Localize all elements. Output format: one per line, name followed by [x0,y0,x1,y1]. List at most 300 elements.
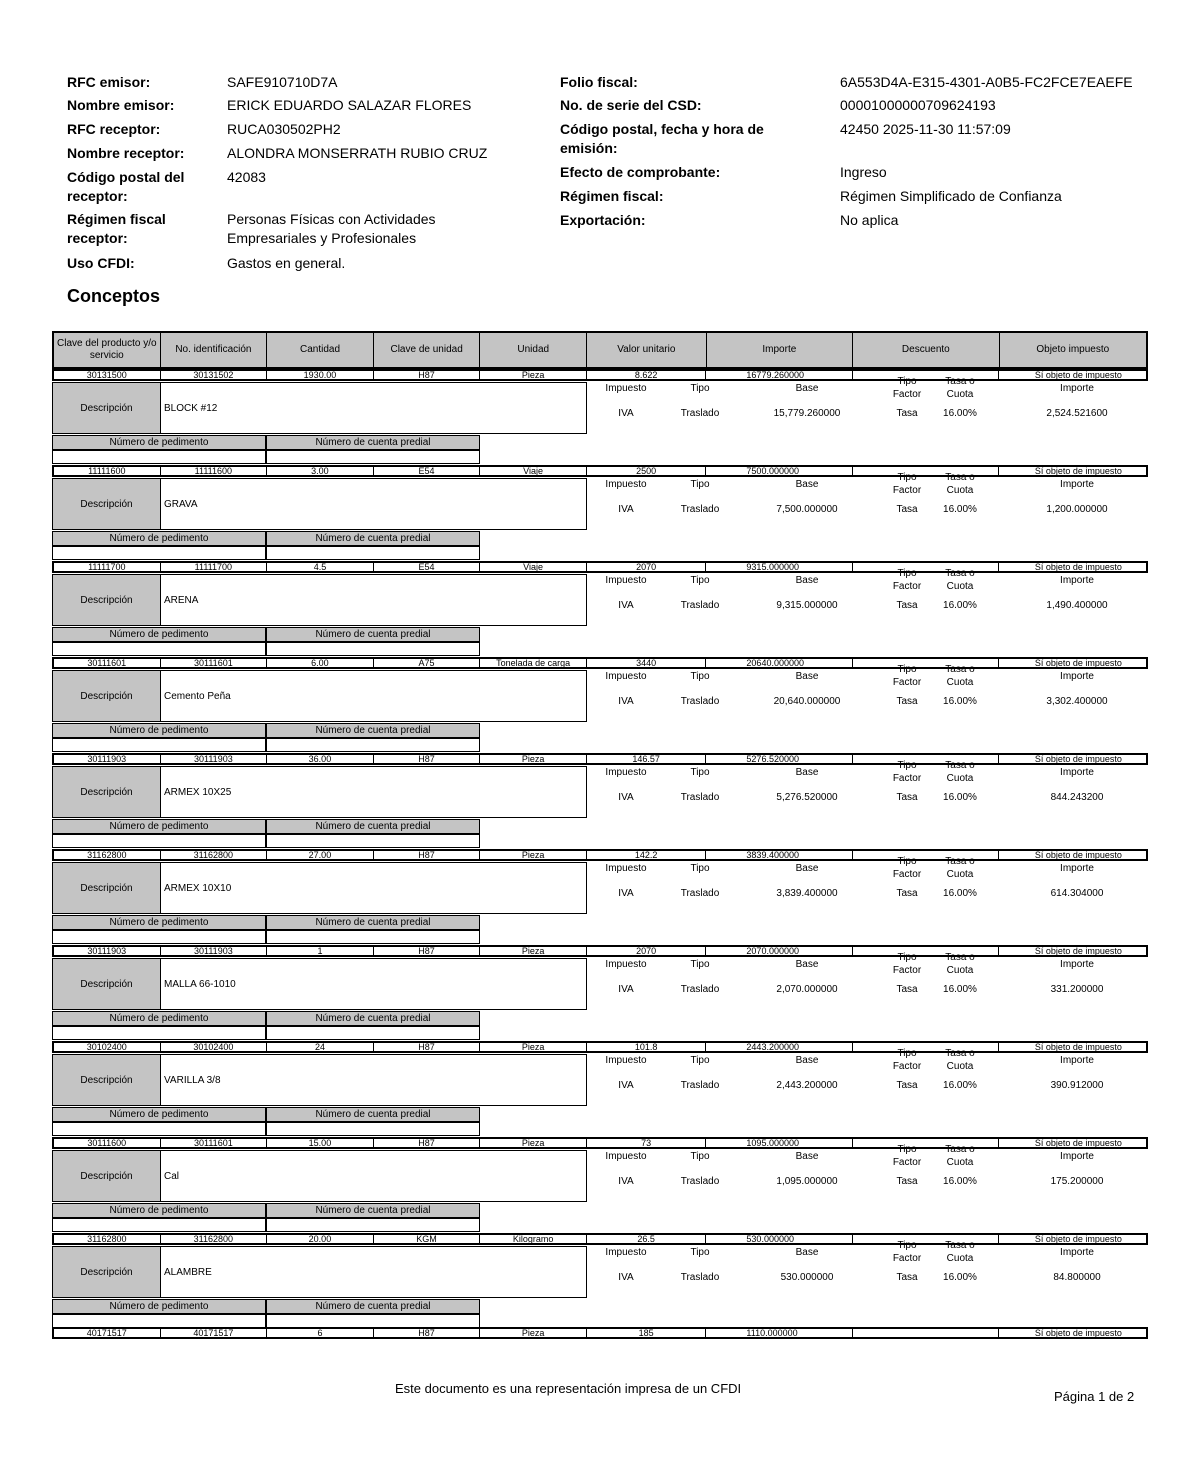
tax-tipo-factor-value: Tasa [896,888,918,899]
tax-tasa-cuota-value: 16.00% [943,696,977,707]
cell-objeto: Sí objeto de impuesto [1034,1139,1122,1147]
tax-tasa-cuota-value: 16.00% [943,984,977,995]
description-box [52,478,587,530]
cell-valor: 2070 [587,947,707,955]
tax-tipo-label: Tipo [690,1247,710,1258]
tax-impuesto-value: IVA [618,504,634,515]
cell-unidad: Viaje [480,563,587,571]
tax-tipo-factor-label: Tipo Factor [892,760,922,784]
tax-tipo-value: Traslado [680,696,720,707]
efecto-label: Efecto de comprobante: [560,164,721,180]
tax-tipo-value: Traslado [680,984,720,995]
tax-base-value: 2,070.000000 [776,984,838,995]
cell-noid: 31162800 [161,1235,268,1243]
tax-impuesto-label: Impuesto [605,767,647,778]
tax-tipo-label: Tipo [690,959,710,970]
tax-base-value: 15,779.260000 [773,408,841,419]
tax-tipo-factor-label: Tipo Factor [892,1048,922,1072]
description-value: ALAMBRE [164,1266,212,1278]
rfc-emisor-label: RFC emisor: [67,74,151,90]
pedimento-value [52,1218,266,1232]
tax-tasa-cuota-value: 16.00% [943,1272,977,1283]
tax-importe-label: Importe [1060,383,1094,394]
tax-tipo-label: Tipo [690,863,710,874]
cell-valor: 3440 [587,659,707,667]
cell-noid: 30131502 [161,371,268,379]
cell-importe: 20640.000000 [706,659,853,667]
pedimento-value [52,1026,266,1040]
cell-objeto: Sí objeto de impuesto [1034,371,1122,379]
tax-tipo-factor-value: Tasa [896,408,918,419]
tax-impuesto-value: IVA [618,792,634,803]
tax-tipo-value: Traslado [680,504,720,515]
uso-cfdi-label: Uso CFDI: [67,255,135,271]
cuenta-predial-value [266,834,480,848]
cell-objeto: Sí objeto de impuesto [1034,467,1122,475]
cell-unidad: Pieza [480,1139,587,1147]
tax-importe-value: 844.243200 [1050,792,1104,803]
tax-tipo-label: Tipo [690,767,710,778]
concepto-row-last [52,1327,1148,1341]
cell-cantidad: 6.00 [267,659,374,667]
cuenta-predial-value [266,450,480,464]
pedimento-value [52,450,266,464]
rfc-emisor-value: SAFE910710D7A [227,74,338,90]
pedimento-row [52,1011,480,1026]
tax-tasa-cuota-label: Tasa o Cuota [945,760,975,784]
tax-tasa-cuota-label: Tasa o Cuota [945,1240,975,1264]
cell-importe: 16779.260000 [706,371,853,379]
cell-descuento [853,1329,999,1337]
tax-tipo-factor-label: Tipo Factor [892,376,922,400]
col-valor-unitario: Valor unitario [587,333,707,367]
concepto-item [52,1041,1148,1137]
tax-impuesto-label: Impuesto [605,863,647,874]
cell-unidad: Pieza [480,755,587,763]
cell-valor: 185 [587,1329,707,1337]
tax-base-label: Base [795,479,819,490]
pedimento-label: Número de pedimento [52,723,266,738]
tax-impuesto-value: IVA [618,696,634,707]
product-row [52,1327,1148,1339]
tax-tasa-cuota-label: Tasa o Cuota [945,472,975,496]
tax-tasa-cuota-label: Tasa o Cuota [945,664,975,688]
tax-impuesto-value: IVA [618,888,634,899]
exportacion-label: Exportación: [560,212,646,228]
tax-base-value: 5,276.520000 [776,792,838,803]
pedimento-row [52,1107,480,1122]
pedimento-value [52,1314,266,1328]
cuenta-predial-label: Número de cuenta predial [266,723,480,738]
tax-tasa-cuota-value: 16.00% [943,504,977,515]
description-value: ARMEX 10X25 [164,786,232,798]
cell-valor: 8.622 [587,371,707,379]
cell-cantidad: 20.00 [267,1235,374,1243]
nombre-emisor-label: Nombre emisor: [67,97,175,113]
pedimento-label: Número de pedimento [52,819,266,834]
tax-base-label: Base [795,863,819,874]
efecto-value: Ingreso [840,164,887,180]
tax-impuesto-label: Impuesto [605,1247,647,1258]
cell-unidad-clave: E54 [374,467,481,475]
tax-tipo-label: Tipo [690,671,710,682]
concepto-item [52,753,1148,849]
cell-importe: 530.000000 [706,1235,853,1243]
pedimento-row [52,435,480,450]
cell-valor: 2070 [587,563,707,571]
tax-importe-value: 175.200000 [1050,1176,1104,1187]
cp-receptor-value: 42083 [227,169,266,185]
tax-tasa-cuota-label: Tasa o Cuota [945,376,975,400]
cell-unidad-clave: H87 [374,947,481,955]
tax-importe-label: Importe [1060,1055,1094,1066]
tax-impuesto-label: Impuesto [605,479,647,490]
tax-tasa-cuota-value: 16.00% [943,1176,977,1187]
cell-cantidad: 27.00 [267,851,374,859]
cell-unidad-clave: H87 [374,1329,481,1337]
tax-tasa-cuota-label: Tasa o Cuota [945,952,975,976]
pedimento-value [52,930,266,944]
pedimento-label: Número de pedimento [52,1011,266,1026]
tax-importe-value: 614.304000 [1050,888,1104,899]
cell-objeto: Sí objeto de impuesto [1034,563,1122,571]
cp-fecha-value: 42450 2025-11-30 11:57:09 [840,121,1011,137]
cp-receptor-label: Código postal del receptor: [67,169,185,204]
description-label: Descripción [53,671,161,721]
pedimento-row [52,1203,480,1218]
pedimento-row [52,1299,480,1314]
cell-noid: 40171517 [161,1329,268,1337]
cell-importe: 2443.200000 [706,1043,853,1051]
description-box [52,574,587,626]
cuenta-predial-value [266,930,480,944]
tax-base-value: 530.000000 [780,1272,834,1283]
cell-noid: 31162800 [161,851,268,859]
concepto-item [52,369,1148,465]
description-value: BLOCK #12 [164,402,218,414]
tax-importe-value: 3,302.400000 [1046,696,1108,707]
tax-tasa-cuota-value: 16.00% [943,600,977,611]
cell-unidad: Viaje [480,467,587,475]
concepto-item [52,1233,1148,1329]
cell-unidad: Tonelada de carga [480,659,587,667]
cell-noid: 11111600 [161,467,268,475]
description-label: Descripción [53,1055,161,1105]
description-box [52,1150,587,1202]
description-label: Descripción [53,383,161,433]
nombre-receptor-value: ALONDRA MONSERRATH RUBIO CRUZ [227,145,488,161]
tax-tipo-factor-label: Tipo Factor [892,1144,922,1168]
description-box [52,862,587,914]
concepto-item [52,945,1148,1041]
cell-noid: 11111700 [161,563,268,571]
description-label: Descripción [53,959,161,1009]
tax-tipo-value: Traslado [680,600,720,611]
pedimento-value [52,1122,266,1136]
description-value: MALLA 66-1010 [164,978,236,990]
description-value: Cemento Peña [164,690,231,702]
cell-cantidad: 1 [267,947,374,955]
col-objeto-impuesto: Objeto impuesto [1036,344,1110,355]
description-value: ARMEX 10X10 [164,882,232,894]
tax-tipo-factor-value: Tasa [896,984,918,995]
cell-cantidad: 6 [267,1329,374,1337]
nombre-emisor-value: ERICK EDUARDO SALAZAR FLORES [227,97,472,113]
pedimento-value [52,642,266,656]
tax-importe-label: Importe [1060,479,1094,490]
cuenta-predial-label: Número de cuenta predial [266,531,480,546]
cell-unidad-clave: A75 [374,659,481,667]
tax-tipo-factor-label: Tipo Factor [892,568,922,592]
tax-importe-label: Importe [1060,671,1094,682]
description-label: Descripción [53,767,161,817]
cell-noid: 30111903 [161,947,268,955]
cell-valor: 146.57 [587,755,707,763]
tax-importe-label: Importe [1060,863,1094,874]
tax-tasa-cuota-label: Tasa o Cuota [945,1048,975,1072]
cell-clave: 11111600 [54,467,161,475]
cell-unidad: Pieza [480,371,587,379]
cell-clave: 31162800 [54,851,161,859]
col-cantidad: Cantidad [267,333,374,367]
cell-importe: 1110.000000 [706,1329,853,1337]
tax-base-value: 2,443.200000 [776,1080,838,1091]
cell-objeto: Sí objeto de impuesto [1034,1043,1122,1051]
pedimento-row [52,819,480,834]
regimen-fiscal-label: Régimen fiscal: [560,188,664,204]
cell-importe: 3839.400000 [706,851,853,859]
cell-clave: 30111903 [54,755,161,763]
tax-importe-value: 84.800000 [1053,1272,1101,1283]
tax-base-label: Base [795,767,819,778]
tax-impuesto-value: IVA [618,984,634,995]
cell-clave: 30111600 [54,1139,161,1147]
pedimento-label: Número de pedimento [52,627,266,642]
cell-unidad-clave: H87 [374,1139,481,1147]
tax-tipo-value: Traslado [680,1176,720,1187]
col-no-identificacion: No. identificación [161,333,268,367]
description-label: Descripción [53,575,161,625]
col-clave-unidad: Clave de unidad [374,333,481,367]
pedimento-label: Número de pedimento [52,531,266,546]
cell-cantidad: 4.5 [267,563,374,571]
pedimento-row [52,531,480,546]
tax-base-value: 1,095.000000 [776,1176,838,1187]
cuenta-predial-value [266,546,480,560]
tax-tipo-label: Tipo [690,1055,710,1066]
tax-tipo-value: Traslado [680,1272,720,1283]
tax-tipo-factor-value: Tasa [896,696,918,707]
page-number: Página 1 de 2 [1054,1389,1135,1404]
cell-noid: 30111601 [161,1139,268,1147]
cuenta-predial-value [266,1026,480,1040]
cuenta-predial-value [266,1218,480,1232]
nombre-receptor-label: Nombre receptor: [67,145,185,161]
cell-noid: 30111601 [161,659,268,667]
cell-noid: 30102400 [161,1043,268,1051]
cp-fecha-label: Código postal, fecha y hora de emisión: [560,121,764,156]
cuenta-predial-label: Número de cuenta predial [266,1203,480,1218]
cell-unidad-clave: H87 [374,851,481,859]
tax-base-label: Base [795,959,819,970]
description-box [52,958,587,1010]
tax-base-label: Base [795,1247,819,1258]
cuenta-predial-value [266,738,480,752]
cell-cantidad: 36.00 [267,755,374,763]
description-box [52,1246,587,1298]
cell-importe: 9315.000000 [706,563,853,571]
cell-objeto: Sí objeto de impuesto [1034,755,1122,763]
pedimento-label: Número de pedimento [52,435,266,450]
tax-tasa-cuota-label: Tasa o Cuota [945,568,975,592]
tax-tasa-cuota-value: 16.00% [943,792,977,803]
cell-clave: 11111700 [54,563,161,571]
concepto-item [52,561,1148,657]
tax-tipo-factor-value: Tasa [896,1176,918,1187]
pedimento-value [52,738,266,752]
rfc-receptor-label: RFC receptor: [67,121,161,137]
concepto-item [52,849,1148,945]
cuenta-predial-label: Número de cuenta predial [266,435,480,450]
pedimento-row [52,627,480,642]
tax-tipo-value: Traslado [680,888,720,899]
tax-impuesto-label: Impuesto [605,1055,647,1066]
cuenta-predial-label: Número de cuenta predial [266,1011,480,1026]
regimen-receptor-label: Régimen fiscal receptor: [67,211,166,246]
cuenta-predial-value [266,1122,480,1136]
tax-impuesto-label: Impuesto [605,383,647,394]
tax-base-label: Base [795,383,819,394]
cell-unidad-clave: H87 [374,755,481,763]
description-label: Descripción [53,479,161,529]
tax-impuesto-label: Impuesto [605,1151,647,1162]
cell-unidad-clave: E54 [374,563,481,571]
cell-valor: 2500 [587,467,707,475]
cell-objeto: Sí objeto de impuesto [1034,851,1122,859]
tax-importe-value: 390.912000 [1050,1080,1104,1091]
cell-clave: 30102400 [54,1043,161,1051]
tax-base-value: 9,315.000000 [776,600,838,611]
cell-unidad: Pieza [480,851,587,859]
description-box [52,670,587,722]
cuenta-predial-label: Número de cuenta predial [266,627,480,642]
tax-base-label: Base [795,1151,819,1162]
pedimento-label: Número de pedimento [52,915,266,930]
description-value: VARILLA 3/8 [164,1074,221,1086]
tax-tipo-factor-value: Tasa [896,792,918,803]
tax-impuesto-label: Impuesto [605,959,647,970]
tax-base-label: Base [795,671,819,682]
tax-tipo-factor-value: Tasa [896,600,918,611]
tax-tipo-factor-value: Tasa [896,1272,918,1283]
tax-tasa-cuota-label: Tasa o Cuota [945,1144,975,1168]
tax-importe-value: 2,524.521600 [1046,408,1108,419]
tax-base-value: 7,500.000000 [776,504,838,515]
tax-importe-value: 331.200000 [1050,984,1104,995]
tax-impuesto-label: Impuesto [605,671,647,682]
serie-csd-value: 00001000000709624193 [840,97,996,113]
cell-importe: 1095.000000 [706,1139,853,1147]
description-value: ARENA [164,594,199,606]
regimen-receptor-value: Personas Físicas con Actividades Empresariales y Profesionales [227,211,436,246]
description-box [52,766,587,818]
cuenta-predial-value [266,642,480,656]
tax-base-label: Base [795,575,819,586]
cell-unidad-clave: H87 [374,1043,481,1051]
tax-impuesto-value: IVA [618,1080,634,1091]
tax-tipo-factor-value: Tasa [896,1080,918,1091]
cuenta-predial-label: Número de cuenta predial [266,915,480,930]
uso-cfdi-value: Gastos en general. [227,255,346,271]
cell-valor: 101.8 [587,1043,707,1051]
regimen-fiscal-value: Régimen Simplificado de Confianza [840,188,1062,204]
cell-clave: 31162800 [54,1235,161,1243]
tax-tipo-label: Tipo [690,575,710,586]
conceptos-table-header [52,331,1148,369]
tax-tipo-factor-label: Tipo Factor [892,472,922,496]
tax-impuesto-value: IVA [618,1176,634,1187]
cell-noid: 30111903 [161,755,268,763]
cell-unidad: Pieza [480,1329,587,1337]
pedimento-value [52,834,266,848]
tax-tipo-value: Traslado [680,792,720,803]
tax-tipo-factor-value: Tasa [896,504,918,515]
cell-unidad-clave: KGM [374,1235,481,1243]
tax-tasa-cuota-label: Tasa o Cuota [945,856,975,880]
pedimento-label: Número de pedimento [52,1299,266,1314]
cell-cantidad: 3.00 [267,467,374,475]
tax-importe-label: Importe [1060,959,1094,970]
tax-impuesto-value: IVA [618,600,634,611]
description-box [52,1054,587,1106]
cell-unidad: Pieza [480,1043,587,1051]
tax-impuesto-value: IVA [618,408,634,419]
tax-tipo-value: Traslado [680,1080,720,1091]
cell-clave: 40171517 [54,1329,161,1337]
concepto-item [52,465,1148,561]
description-label: Descripción [53,1247,161,1297]
concepto-item [52,657,1148,753]
cell-cantidad: 1930.00 [267,371,374,379]
cell-clave: 30131500 [54,371,161,379]
cuenta-predial-value [266,1314,480,1328]
cell-valor: 73 [587,1139,707,1147]
cell-objeto: Sí objeto de impuesto [1034,947,1122,955]
col-clave-producto: Clave del producto y/o servicio [54,333,161,367]
tax-tipo-label: Tipo [690,1151,710,1162]
cell-cantidad: 24 [267,1043,374,1051]
tax-importe-label: Importe [1060,575,1094,586]
conceptos-title: Conceptos [67,286,161,306]
tax-tipo-factor-label: Tipo Factor [892,1240,922,1264]
cell-unidad: Pieza [480,947,587,955]
cuenta-predial-label: Número de cuenta predial [266,1299,480,1314]
tax-importe-value: 1,490.400000 [1046,600,1108,611]
cell-objeto: Sí objeto de impuesto [1034,1235,1122,1243]
cell-cantidad: 15.00 [267,1139,374,1147]
cell-importe: 5276.520000 [706,755,853,763]
tax-tipo-label: Tipo [690,383,710,394]
cell-unidad: Kilogramo [480,1235,587,1243]
exportacion-value: No aplica [840,212,899,228]
tax-importe-label: Importe [1060,1247,1094,1258]
cell-valor: 26.5 [587,1235,707,1243]
tax-importe-label: Importe [1060,767,1094,778]
tax-tipo-factor-label: Tipo Factor [892,952,922,976]
tax-tasa-cuota-value: 16.00% [943,408,977,419]
tax-tasa-cuota-value: 16.00% [943,1080,977,1091]
cell-objeto: Sí objeto de impuesto [1034,659,1122,667]
